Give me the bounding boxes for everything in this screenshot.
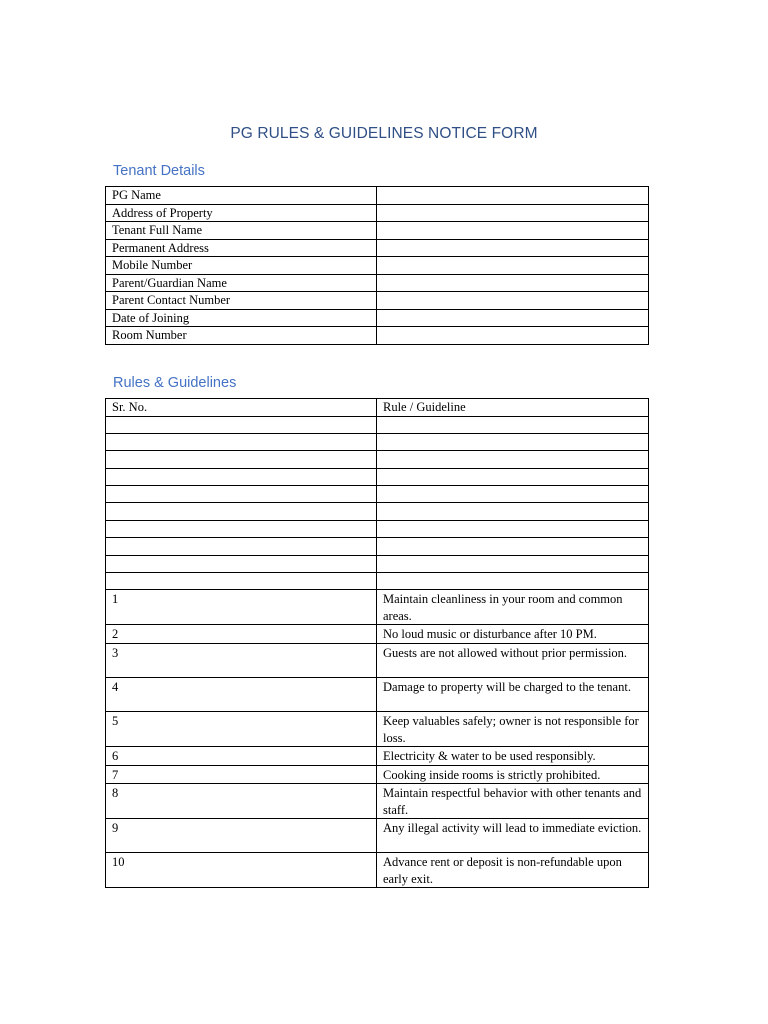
rule-text: No loud music or disturbance after 10 PM. xyxy=(377,625,649,644)
blank-cell[interactable] xyxy=(106,416,377,433)
blank-cell[interactable] xyxy=(377,433,649,450)
tenant-field-label: Permanent Address xyxy=(106,239,377,257)
blank-row xyxy=(106,433,649,450)
page-title: PG RULES & GUIDELINES NOTICE FORM xyxy=(230,125,538,142)
blank-row xyxy=(106,503,649,520)
blank-cell[interactable] xyxy=(377,503,649,520)
blank-cell[interactable] xyxy=(106,468,377,485)
rule-number: 8 xyxy=(106,784,377,819)
blank-row xyxy=(106,416,649,433)
rule-number: 5 xyxy=(106,712,377,747)
rule-row xyxy=(106,678,649,712)
tenant-field-value[interactable] xyxy=(377,239,649,257)
rule-number: 2 xyxy=(106,625,377,644)
rule-number: 9 xyxy=(106,819,377,853)
rule-number: 3 xyxy=(106,643,377,677)
blank-row xyxy=(106,486,649,503)
tenant-field-value[interactable] xyxy=(377,309,649,327)
table-row xyxy=(106,204,649,222)
rule-row xyxy=(106,819,649,853)
blank-cell[interactable] xyxy=(106,538,377,555)
rule-number: 1 xyxy=(106,590,377,625)
rule-text: Damage to property will be charged to the tenant. xyxy=(377,678,649,712)
rule-row xyxy=(106,590,649,625)
rule-number: 7 xyxy=(106,765,377,784)
tenant-field-label: Address of Property xyxy=(106,204,377,222)
table-row xyxy=(106,327,649,345)
tenant-field-label: PG Name xyxy=(106,187,377,205)
tenant-field-value[interactable] xyxy=(377,204,649,222)
blank-cell[interactable] xyxy=(377,416,649,433)
rule-text: Cooking inside rooms is strictly prohibited. xyxy=(377,765,649,784)
tenant-field-value[interactable] xyxy=(377,222,649,240)
table-row xyxy=(106,274,649,292)
rules-guidelines-heading: Rules & Guidelines xyxy=(113,375,237,391)
blank-cell[interactable] xyxy=(377,468,649,485)
blank-row xyxy=(106,520,649,537)
blank-row xyxy=(106,538,649,555)
blank-row xyxy=(106,573,649,590)
tenant-field-value[interactable] xyxy=(377,292,649,310)
tenant-field-value[interactable] xyxy=(377,327,649,345)
tenant-field-value[interactable] xyxy=(377,274,649,292)
table-row xyxy=(106,222,649,240)
table-header-row xyxy=(106,399,649,417)
tenant-details-table xyxy=(105,186,649,345)
tenant-field-label: Date of Joining xyxy=(106,309,377,327)
tenant-details-heading: Tenant Details xyxy=(113,163,205,179)
blank-row xyxy=(106,468,649,485)
blank-cell[interactable] xyxy=(377,520,649,537)
rule-text: Maintain respectful behavior with other tenants and staff. xyxy=(377,784,649,819)
rule-row xyxy=(106,643,649,677)
rule-row xyxy=(106,853,649,888)
rule-text: Advance rent or deposit is non-refundable upon early exit. xyxy=(377,853,649,888)
blank-cell[interactable] xyxy=(106,555,377,572)
table-row xyxy=(106,292,649,310)
blank-cell[interactable] xyxy=(106,573,377,590)
tenant-field-label: Parent Contact Number xyxy=(106,292,377,310)
blank-cell[interactable] xyxy=(106,520,377,537)
blank-cell[interactable] xyxy=(106,451,377,468)
blank-cell[interactable] xyxy=(377,451,649,468)
column-header-sr-no: Sr. No. xyxy=(106,399,377,417)
blank-cell[interactable] xyxy=(106,433,377,450)
rule-text: Maintain cleanliness in your room and common areas. xyxy=(377,590,649,625)
blank-cell[interactable] xyxy=(377,486,649,503)
rule-text: Keep valuables safely; owner is not responsible for loss. xyxy=(377,712,649,747)
rule-text: Guests are not allowed without prior permission. xyxy=(377,643,649,677)
rule-row xyxy=(106,625,649,644)
blank-cell[interactable] xyxy=(106,503,377,520)
tenant-field-label: Tenant Full Name xyxy=(106,222,377,240)
rule-row xyxy=(106,747,649,766)
rules-guidelines-table xyxy=(105,398,649,888)
tenant-field-value[interactable] xyxy=(377,187,649,205)
rule-number: 6 xyxy=(106,747,377,766)
rule-row xyxy=(106,765,649,784)
rule-text: Any illegal activity will lead to immediate eviction. xyxy=(377,819,649,853)
blank-cell[interactable] xyxy=(106,486,377,503)
blank-cell[interactable] xyxy=(377,555,649,572)
table-row xyxy=(106,257,649,275)
blank-cell[interactable] xyxy=(377,573,649,590)
table-row xyxy=(106,187,649,205)
rule-number: 4 xyxy=(106,678,377,712)
blank-row xyxy=(106,451,649,468)
column-header-rule: Rule / Guideline xyxy=(377,399,649,417)
rule-row xyxy=(106,712,649,747)
blank-cell[interactable] xyxy=(377,538,649,555)
tenant-field-value[interactable] xyxy=(377,257,649,275)
tenant-field-label: Mobile Number xyxy=(106,257,377,275)
table-row xyxy=(106,239,649,257)
rule-number: 10 xyxy=(106,853,377,888)
tenant-field-label: Room Number xyxy=(106,327,377,345)
blank-row xyxy=(106,555,649,572)
rule-text: Electricity & water to be used responsibly. xyxy=(377,747,649,766)
rule-row xyxy=(106,784,649,819)
tenant-field-label: Parent/Guardian Name xyxy=(106,274,377,292)
table-row xyxy=(106,309,649,327)
